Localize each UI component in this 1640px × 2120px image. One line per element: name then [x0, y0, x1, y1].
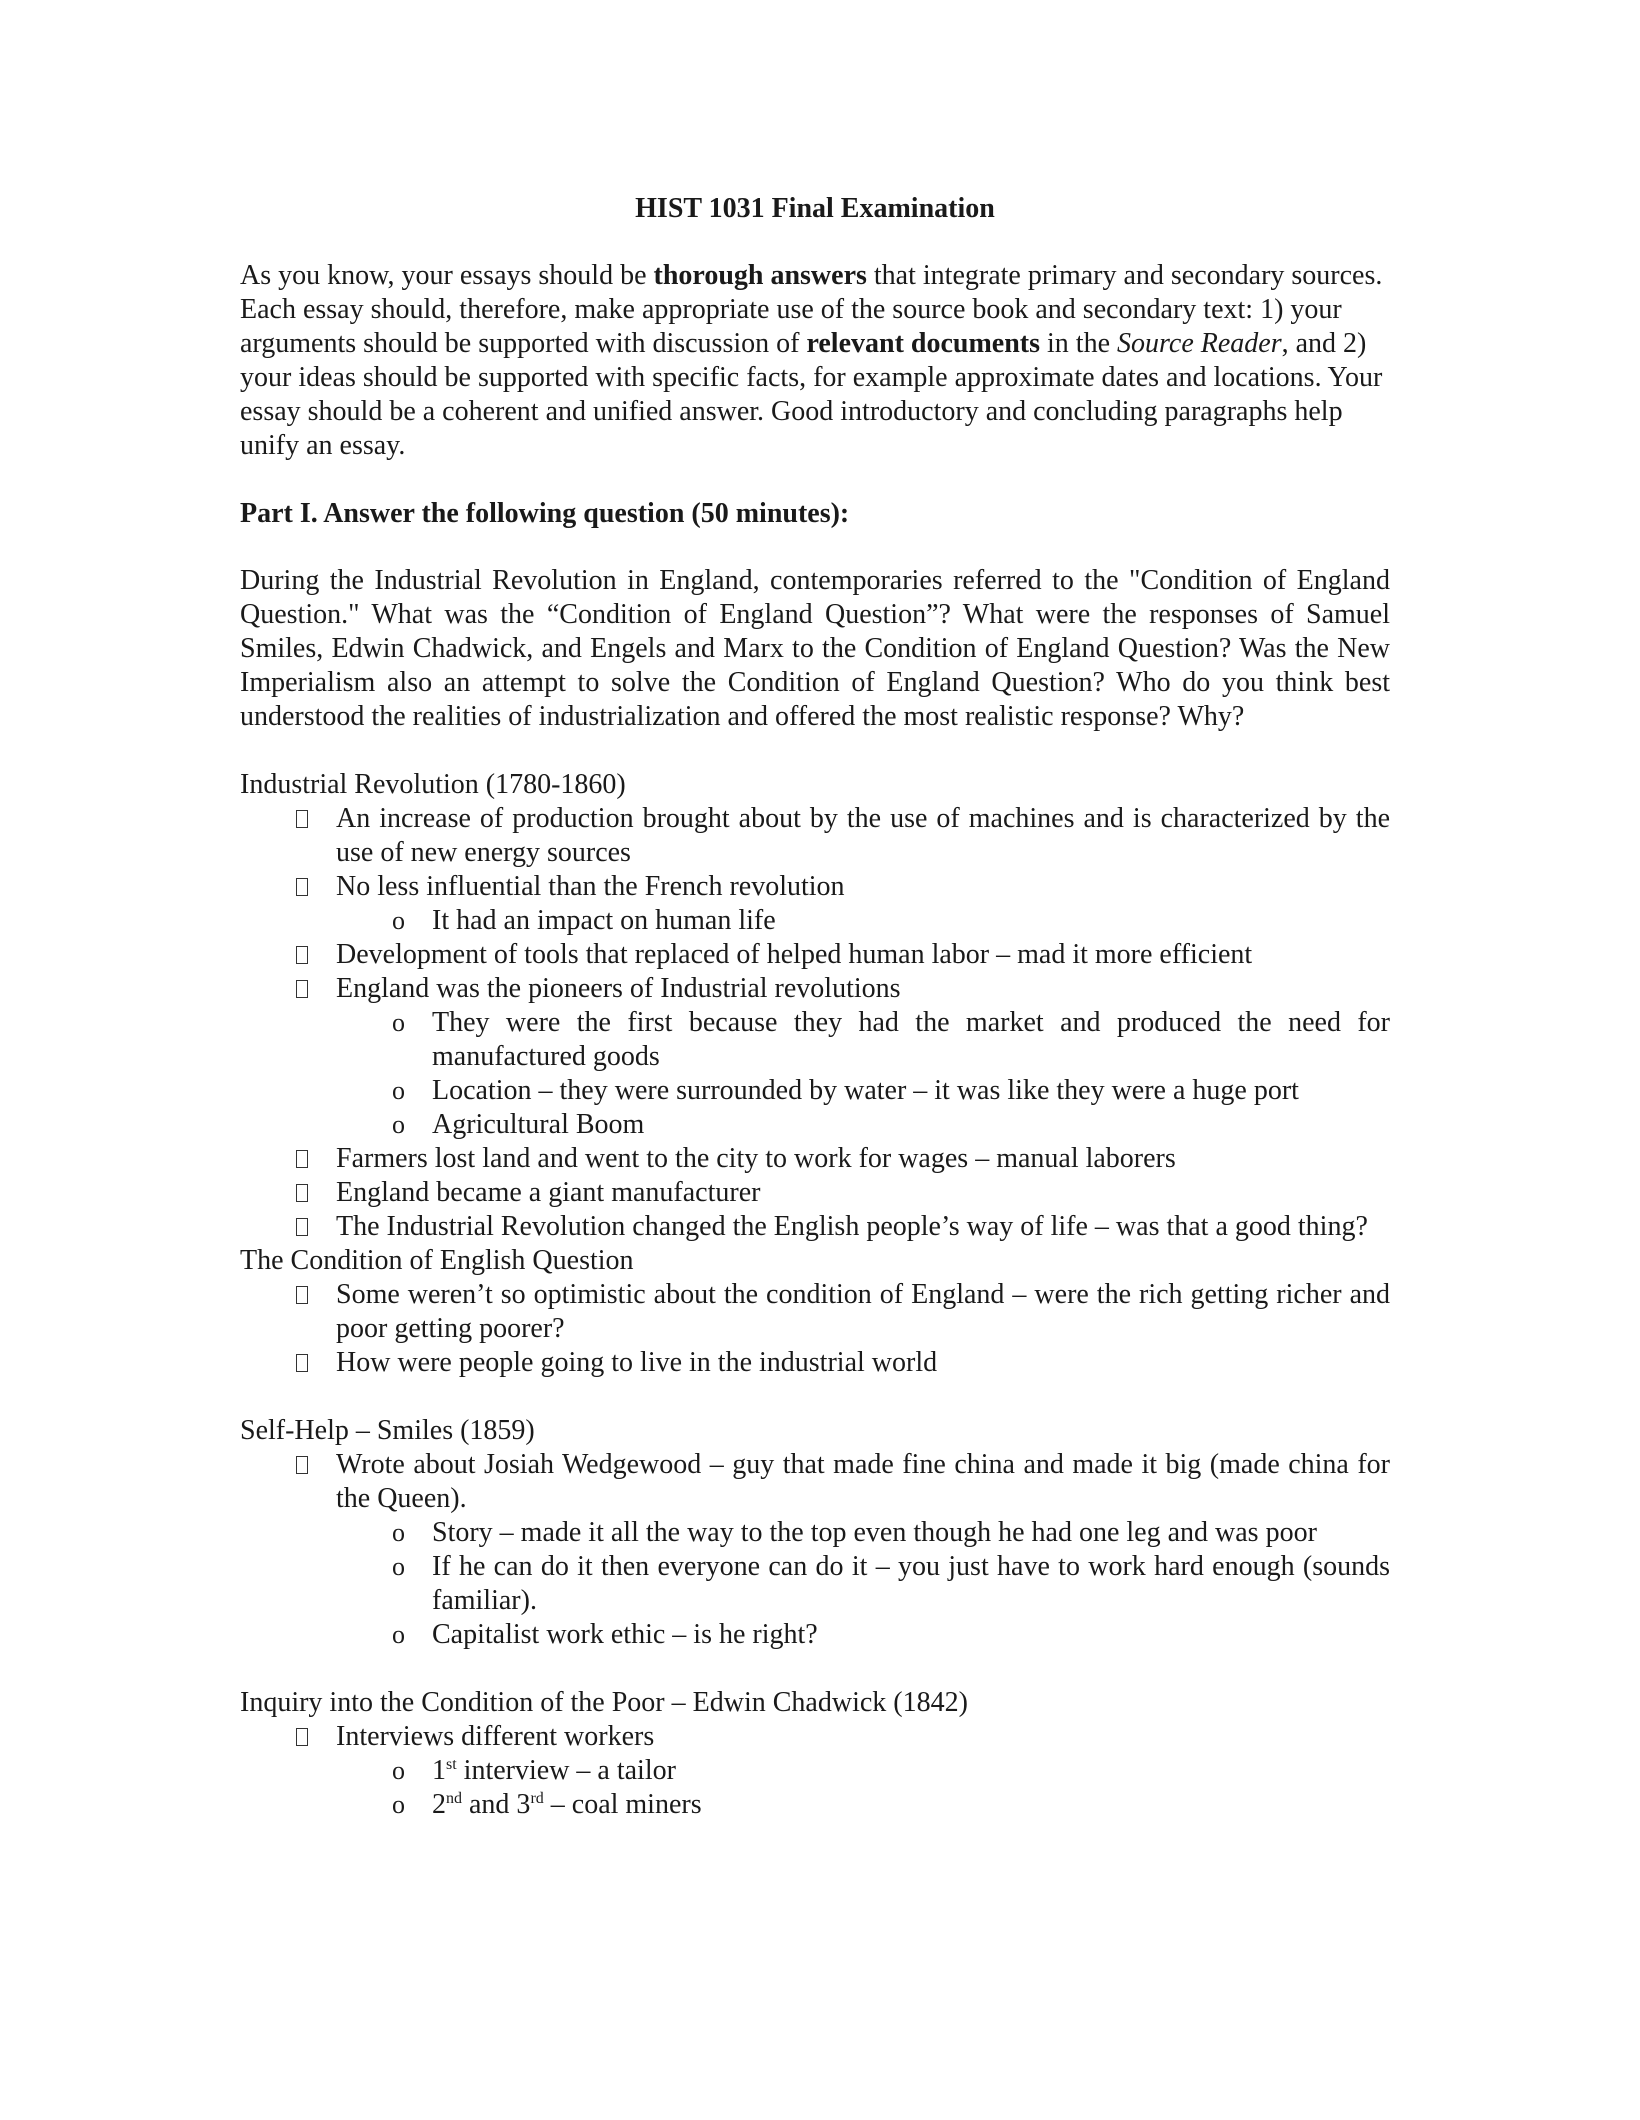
list-item [296, 972, 1390, 1142]
sub-list-item-text: If he can do it then everyone can do it – you just have to work hard enough (sounds familiar). [432, 1551, 1390, 1616]
square-bullet-icon [296, 1456, 308, 1474]
list-item-text: The Industrial Revolution changed the English people’s way of life – was that a good thing? [336, 1211, 1368, 1242]
section-heading-industrial-revolution: Industrial Revolution (1780-1860) [240, 769, 626, 800]
sub-list-item [392, 1074, 1390, 1108]
sub-list-item [392, 1550, 1390, 1618]
ordinal-number: 2 [432, 1789, 446, 1820]
list-item [296, 870, 1390, 938]
ordinal-suffix: st [446, 1756, 457, 1773]
ordinal-suffix: nd [446, 1790, 462, 1807]
intro-text: in the [1040, 328, 1118, 359]
intro-text: that integrate primary and secondary sources. Each essay should, therefore, make appropriate use of the source book and secondary text: 1) your arguments should be supported with discussion of [240, 260, 1383, 359]
square-bullet-icon [296, 1728, 308, 1746]
sub-list-item-text: They were the first because they had the market and produced the need for manufactured goods [432, 1007, 1390, 1072]
sub-list-item [392, 1516, 1390, 1550]
circle-bullet-icon: o [392, 1552, 405, 1581]
list-item-text: An increase of production brought about by the use of machines and is characterized by the use of new energy sources [336, 803, 1390, 868]
list-item-text: Wrote about Josiah Wedgewood – guy that made fine china and made it big (made china for the Queen). [336, 1449, 1390, 1514]
list-item [296, 1448, 1390, 1652]
square-bullet-icon [296, 946, 308, 964]
sub-list-item [392, 1754, 1390, 1788]
bullet-list [240, 802, 1390, 1244]
sub-list [336, 1754, 1390, 1822]
intro-bold-documents: relevant documents [806, 328, 1041, 359]
list-item-text: Some weren’t so optimistic about the condition of England – were the rich getting richer and poor getting poorer? [336, 1279, 1390, 1344]
sub-list-item-text: and 3 [462, 1789, 531, 1820]
list-item [296, 1346, 1390, 1380]
sub-list-item [392, 1618, 1390, 1652]
bullet-list [240, 1720, 1390, 1822]
square-bullet-icon [296, 1150, 308, 1168]
square-bullet-icon [296, 980, 308, 998]
square-bullet-icon [296, 1218, 308, 1236]
list-item-text: Farmers lost land and went to the city to work for wages – manual laborers [336, 1143, 1176, 1174]
intro-bold-thorough: thorough answers [653, 260, 867, 291]
spacer [240, 1652, 1390, 1686]
list-item-text: England became a giant manufacturer [336, 1177, 761, 1208]
intro-paragraph [240, 259, 1390, 463]
intro-italic-source-reader: Source Reader [1117, 328, 1282, 359]
list-item [296, 1142, 1390, 1176]
spacer [240, 1380, 1390, 1414]
section-heading-self-help: Self-Help – Smiles (1859) [240, 1415, 535, 1446]
square-bullet-icon [296, 1286, 308, 1304]
intro-text: , and 2) your ideas should be supported with specific facts, for example approximate dates and locations. Your essay should be a coherent and unified answer. Good introductory and concluding paragraphs help unify an essay. [240, 328, 1383, 461]
list-item [296, 1210, 1390, 1244]
circle-bullet-icon: o [392, 1620, 405, 1649]
sub-list-item [392, 904, 1390, 938]
question-paragraph: During the Industrial Revolution in England, contemporaries referred to the "Condition of England Question." What was the “Condition of England Question”? What were the responses of Samuel Smiles, Edwin Chadwick, and Engels and Marx to the Condition of England Question? Was the New Imperialism also an attempt to solve the Condition of England Question? Who do you think best understood the realities of industrialization and offered the most realistic response? Why? [240, 565, 1390, 732]
list-item-text: Development of tools that replaced of helped human labor – mad it more efficient [336, 939, 1253, 970]
section-heading-inquiry: Inquiry into the Condition of the Poor – Edwin Chadwick (1842) [240, 1687, 968, 1718]
square-bullet-icon [296, 810, 308, 828]
document-page [240, 192, 1390, 1822]
circle-bullet-icon: o [392, 1076, 405, 1105]
list-item [296, 1720, 1390, 1822]
sub-list [336, 904, 1390, 938]
square-bullet-icon [296, 1184, 308, 1202]
sub-list-item-text: – coal miners [543, 1789, 702, 1820]
circle-bullet-icon: o [392, 1756, 405, 1785]
sub-list [336, 1006, 1390, 1142]
sub-list-item-text: Agricultural Boom [432, 1109, 645, 1140]
list-item [296, 938, 1390, 972]
ordinal-number: 1 [432, 1755, 446, 1786]
sub-list-item [392, 1006, 1390, 1074]
list-item [296, 1278, 1390, 1346]
list-item [296, 1176, 1390, 1210]
sub-list [336, 1516, 1390, 1652]
circle-bullet-icon: o [392, 906, 405, 935]
bullet-list [240, 1278, 1390, 1380]
circle-bullet-icon: o [392, 1518, 405, 1547]
list-item-text: No less influential than the French revolution [336, 871, 845, 902]
bullet-list [240, 1448, 1390, 1652]
list-item [296, 802, 1390, 870]
intro-text: As you know, your essays should be [240, 260, 654, 291]
list-item-text: How were people going to live in the industrial world [336, 1347, 938, 1378]
page-title: HIST 1031 Final Examination [635, 193, 995, 224]
sub-list-item-text: It had an impact on human life [432, 905, 776, 936]
sub-list-item-text: Capitalist work ethic – is he right? [432, 1619, 818, 1650]
sub-list-item-text: Story – made it all the way to the top even though he had one leg and was poor [432, 1517, 1317, 1548]
sub-list-item [392, 1108, 1390, 1142]
circle-bullet-icon: o [392, 1110, 405, 1139]
circle-bullet-icon: o [392, 1008, 405, 1037]
part-one-heading: Part I. Answer the following question (50 minutes): [240, 498, 850, 529]
sub-list-item-text: Location – they were surrounded by water – it was like they were a huge port [432, 1075, 1299, 1106]
section-heading-condition-question: The Condition of English Question [240, 1245, 634, 1276]
square-bullet-icon [296, 878, 308, 896]
ordinal-suffix: rd [530, 1790, 544, 1807]
circle-bullet-icon: o [392, 1790, 405, 1819]
sub-list-item [392, 1788, 1390, 1822]
list-item-text: England was the pioneers of Industrial revolutions [336, 973, 901, 1004]
sub-list-item-text: interview – a tailor [456, 1755, 676, 1786]
square-bullet-icon [296, 1354, 308, 1372]
list-item-text: Interviews different workers [336, 1721, 655, 1752]
